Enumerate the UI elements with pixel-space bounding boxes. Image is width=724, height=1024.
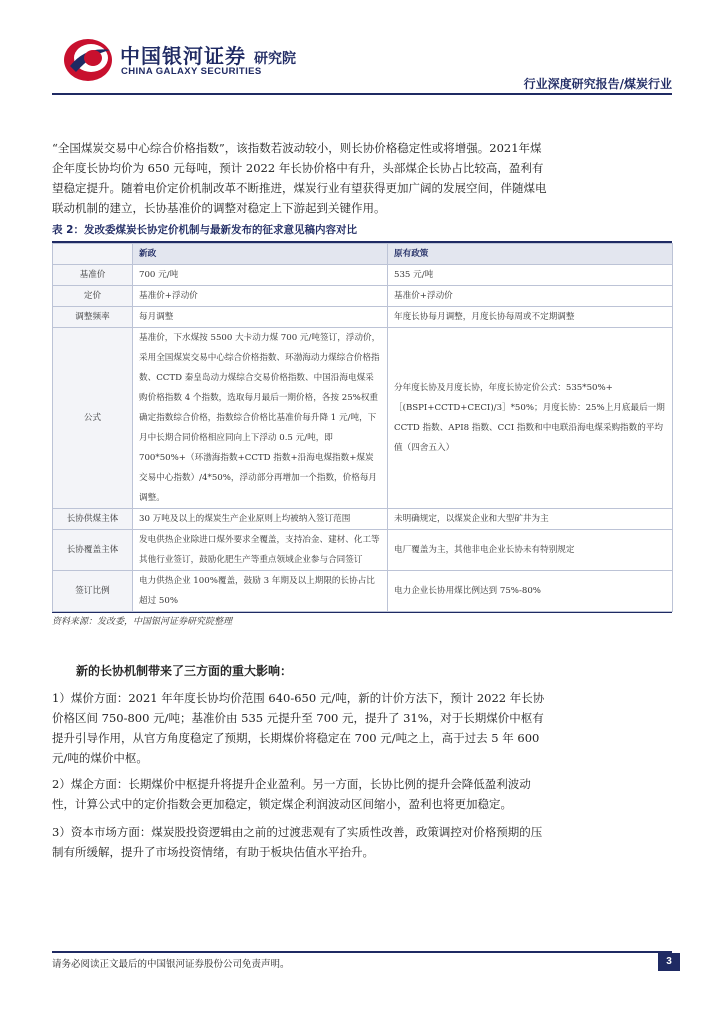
galaxy-logo-icon: [62, 36, 114, 84]
row-label: 调整频率: [53, 307, 133, 328]
row-new: 30 万吨及以上的煤炭生产企业原则上均被纳入签订范围: [133, 509, 388, 530]
table-row: [53, 328, 673, 509]
row-label: 长协覆盖主体: [53, 530, 133, 571]
row-label: 基准价: [53, 265, 133, 286]
brand-name-cn: 中国银河证券: [120, 44, 246, 68]
brand-name-en: CHINA GALAXY SECURITIES: [121, 66, 262, 77]
row-label: 公式: [53, 328, 133, 509]
brand-institute: 研究院: [254, 51, 296, 67]
table-row: [53, 509, 673, 530]
row-old: 基准价+浮动价: [388, 286, 673, 307]
row-old: 535 元/吨: [388, 265, 673, 286]
row-old: 分年度长协及月度长协，年度长协定价公式：535*50%+［(BSPI+CCTD+CECI)/3］*50%；月度长协：25%上月底最后一期 CCTD 指数、API8 指数、CCI 指数和中电联沿海电煤采购指数的平均值（四舍五入）: [388, 328, 673, 509]
table-header-label: [53, 244, 133, 265]
row-old: 年度长协每月调整，月度长协每周或不定期调整: [388, 307, 673, 328]
page-number: 3: [658, 953, 680, 971]
footer-disclaimer: 请务必阅读正文最后的中国银河证券股份公司免责声明。: [52, 959, 290, 970]
footer-divider: [52, 951, 672, 953]
row-label: 长协供煤主体: [53, 509, 133, 530]
intro-paragraph: “全国煤炭交易中心综合价格指数”，该指数若波动较小，则长协价格稳定性或将增强。2021年煤企年度长协均价为 650 元每吨，预计 2022 年长协价格中有升，头部煤企长协占比较高，盈利有望稳定提升。随着电价定价机制改革不断推进，煤炭行业有望获得更加广阔的发展空间，伴随煤电联动机制的建立，长协基准价的调整对稳定上下游起到关键作用。: [52, 141, 547, 215]
row-label: 定价: [53, 286, 133, 307]
row-old: 未明确规定，以煤炭企业和大型矿井为主: [388, 509, 673, 530]
row-new: 基准价，下水煤按 5500 大卡动力煤 700 元/吨签订，浮动价，采用全国煤炭交易中心综合价格指数、环渤海动力煤综合价格指数、CCTD 秦皇岛动力煤综合交易价格指数、中国沿海电煤采购价格指数 4 个指数，选取每月最后一期价格，各按 25%权重确定指数综合价格，指数综合价格比基准价每升降 1 元/吨，下月中长期合同价格相应同向上下浮动 0.5 元/吨，即 700*50%+（环渤海指数+CCTD 指数+沿海电煤指数+煤炭交易中心指数）/4*50%，浮动部分再增加一个指数，价格每月调整。: [133, 328, 388, 509]
table-header-row: [53, 244, 673, 265]
row-old: 电力企业长协用煤比例达到 75%-80%: [388, 571, 673, 612]
report-type: 行业深度研究报告/煤炭行业: [523, 77, 672, 91]
row-new: 基准价+浮动价: [133, 286, 388, 307]
header-divider: [52, 93, 672, 95]
table-row: [53, 571, 673, 612]
table-header-new: 新政: [133, 244, 388, 265]
row-new: 700 元/吨: [133, 265, 388, 286]
impact-item-capital-market: 3）资本市场方面：煤炭股投资逻辑由之前的过渡悲观有了实质性改善，政策调控对价格预期的压制有所缓解，提升了市场投资情绪，有助于板块估值水平抬升。: [52, 825, 543, 859]
row-old: 电厂覆盖为主，其他非电企业长协未有特别规定: [388, 530, 673, 571]
table-row: [53, 307, 673, 328]
impact-item-price: 1）煤价方面：2021 年年度长协均价范围 640-650 元/吨，新的计价方法下，预计 2022 年长协价格区间 750-800 元/吨；基准价由 535 元提升至 700 元，提升了 31%，对于长期煤价中枢有提升引导作用，从官方角度稳定了预期，长期煤价将稳定在 700 元/吨之上，高于过去 5 年 600 元/吨的煤价中枢。: [52, 691, 545, 765]
table-header-old: 原有政策: [388, 244, 673, 265]
policy-comparison-table: [52, 241, 672, 613]
table-row: [53, 286, 673, 307]
row-new: 每月调整: [133, 307, 388, 328]
table-row: [53, 265, 673, 286]
row-new: 电力供热企业 100%覆盖，鼓励 3 年期及以上期限的长协占比超过 50%: [133, 571, 388, 612]
row-new: 发电供热企业除进口煤外要求全覆盖，支持冶金、建材、化工等其他行业签订，鼓励化肥生产等重点领域企业参与合同签订: [133, 530, 388, 571]
table-source: 资料来源：发改委，中国银河证券研究院整理: [52, 617, 233, 627]
row-label: 签订比例: [53, 571, 133, 612]
page-header: [0, 0, 724, 100]
table-row: [53, 530, 673, 571]
impact-item-enterprise: 2）煤企方面：长期煤价中枢提升将提升企业盈利。另一方面，长协比例的提升会降低盈利波动性，计算公式中的定价指数会更加稳定，锁定煤企利润波动区间缩小，盈利也将更加稳定。: [52, 777, 531, 811]
impact-title: 新的长协机制带来了三方面的重大影响：: [76, 664, 293, 678]
table-title: 表 2：发改委煤炭长协定价机制与最新发布的征求意见稿内容对比: [52, 224, 357, 236]
